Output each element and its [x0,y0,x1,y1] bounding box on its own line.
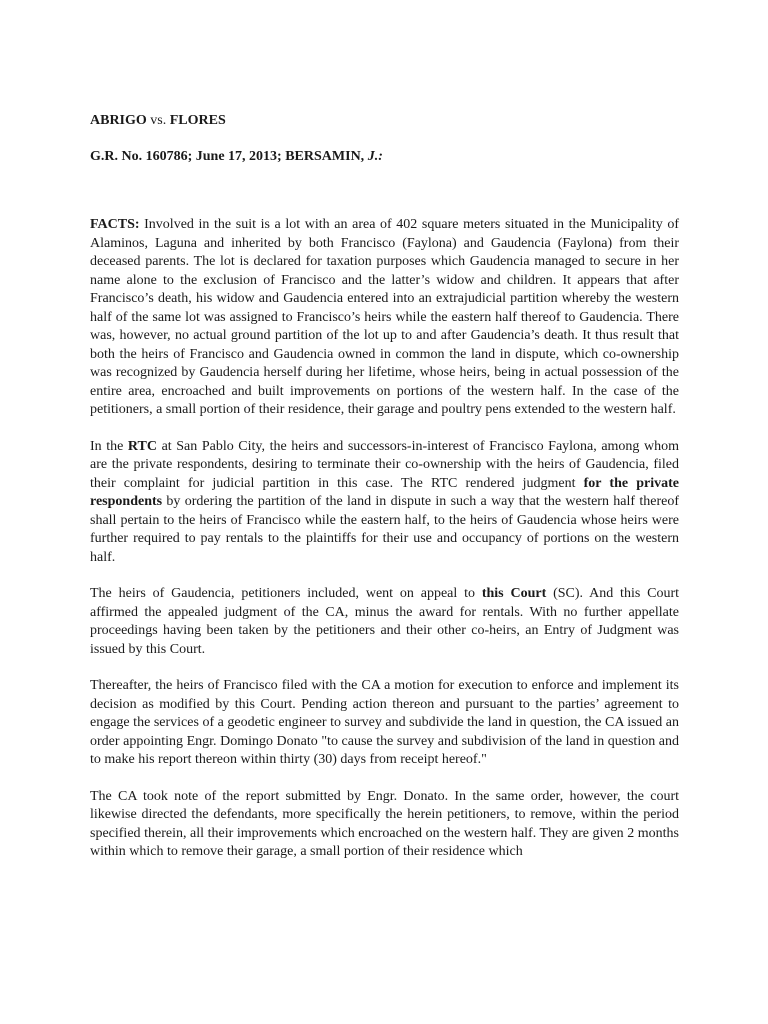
sc-text-1: The heirs of Gaudencia, petitioners included, went on appeal to [90,586,482,601]
citation-text: G.R. No. 160786; June 17, 2013; BERSAMIN, [90,149,368,164]
sc-bold-1: this Court [481,586,547,601]
sc-text-2: (SC). And this Court affirmed the appealed judgment of the CA, minus the award for rentals. With no further appellate proceedings having been taken by the petitioners and their other co-heirs, an Entry of Judgment was issued by this Court. [90,586,680,657]
case-title [90,112,679,130]
facts-label: FACTS: [90,217,140,232]
document-body [90,112,679,862]
facts-text: Involved in the suit is a lot with an area of 402 square meters situated in the Municipality of Alaminos, Laguna and inherited by both Francisco (Faylona) and Gaudencia (Faylona) from their deceased parents. The lot is declared for taxation purposes which Gaudencia managed to secure in her name alone to the exclusion of Francisco and the latter’s widow and children. It appears that after Francisco’s death, his widow and Gaudencia entered into an extrajudicial partition whereby the western half of the same lot was assigned to Francisco’s heirs while the eastern half thereof to Gaudencia. There was, however, no actual ground partition of the lot up to and after Gaudencia’s death. It thus result that both the heirs of Francisco and Gaudencia owned in common the land in dispute, which co-ownership was recognized by Gaudencia herself during her lifetime, whose heirs, being in actual possession of the entire area, encroached and built improvements on portions of the western half. In the case of the petitioners, a small portion of their residence, their garage and poultry pens extended to the western half. [90,217,679,417]
party-two: FLORES [169,113,226,128]
rtc-bold-1: RTC [127,438,157,454]
ponente-suffix: J.: [367,149,383,164]
supreme-court-paragraph [90,585,679,659]
execution-paragraph: Thereafter, the heirs of Francisco filed with the CA a motion for execution to enforce and implement its decision as modified by this Court. Pending action thereon and pursuant to the parties’ agreement to engage the services of a geodetic engineer to survey and subdivide the land in question, the CA issued an order appointing Engr. Domingo Donato "to cause the survey and subdivision of the land in question and to make his report thereon within thirty (30) days from receipt hereof." [90,678,679,767]
rtc-text-3: by ordering the partition of the land in dispute in such a way that the western half thereof shall pertain to the heirs of Francisco while the eastern half, to the heirs of Gaudencia whose heirs were further required to pay rentals to the plaintiffs for their use and occupancy of portions on the western half. [90,494,679,565]
rtc-text-2: at San Pablo City, the heirs and successors-in-interest of Francisco Faylona, among whom are the private respondents, desiring to terminate their co-ownership with the heirs of Gaudencia, filed their complaint for judicial partition in this case. The RTC rendered judgment [90,438,680,491]
party-one: ABRIGO [90,113,147,128]
rtc-paragraph [90,438,679,568]
rtc-bold-2: for the private respondents [90,475,679,509]
report-paragraph: The CA took note of the report submitted by Engr. Donato. In the same order, however, the court likewise directed the defendants, more specifically the herein petitioners, to remove, within the period specified therein, all their improvements which encroached on the western half. They are given 2 months within which to remove their garage, a small portion of their residence which [90,788,679,859]
facts-paragraph [90,216,679,420]
case-citation [90,148,679,166]
rtc-text-1: In the [90,438,128,454]
versus-label: vs. [146,113,170,128]
